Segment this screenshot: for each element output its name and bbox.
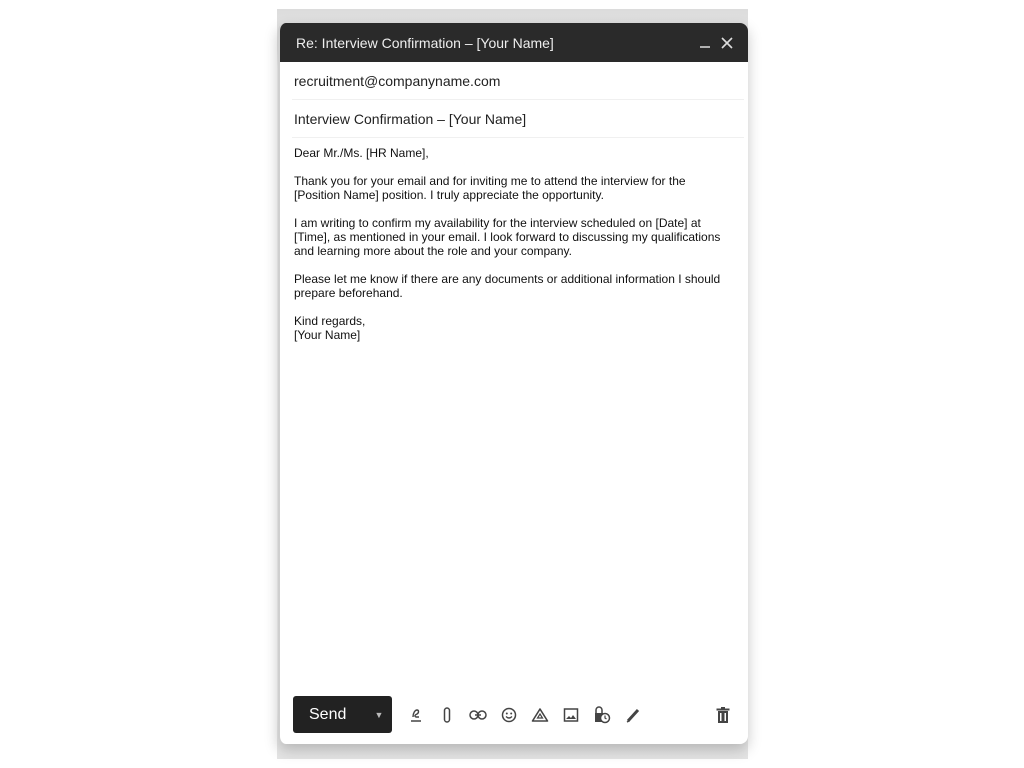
compose-title-bar	[280, 23, 748, 62]
insert-photo-icon[interactable]	[555, 703, 586, 727]
attach-file-icon[interactable]	[431, 703, 462, 727]
drive-icon[interactable]	[524, 703, 555, 727]
discard-draft-trash-icon[interactable]	[707, 703, 738, 727]
formatting-options-icon[interactable]	[400, 703, 431, 727]
to-field[interactable]: recruitment@companyname.com	[292, 62, 744, 100]
body-paragraph: I am writing to confirm my availability for the interview scheduled on [Date] at [Time], as mentioned in your email. I look forward to discussing my qualifications and learning more about the role and your company.	[294, 216, 721, 258]
send-button[interactable]	[293, 696, 392, 733]
insert-link-icon[interactable]	[462, 703, 493, 727]
send-options-chevron-icon[interactable]: ▼	[374, 709, 384, 720]
compose-window	[278, 23, 748, 744]
close-icon[interactable]	[716, 32, 738, 54]
body-signature: [Your Name]	[294, 328, 361, 342]
confidential-mode-icon[interactable]	[586, 703, 617, 727]
minimize-icon[interactable]	[694, 32, 716, 54]
signature-icon[interactable]	[617, 703, 648, 727]
body-closing: Kind regards,	[294, 314, 366, 328]
body-paragraph: Please let me know if there are any documents or additional information I should prepare beforehand.	[294, 272, 721, 300]
emoji-icon[interactable]	[493, 703, 524, 727]
send-label: Send	[309, 705, 347, 723]
message-body[interactable]	[280, 138, 748, 342]
compose-toolbar	[293, 696, 738, 733]
subject-field[interactable]: Interview Confirmation – [Your Name]	[292, 100, 744, 138]
body-paragraph: Thank you for your email and for inviting me to attend the interview for the [Position Name] position. I truly appreciate the opportunity.	[294, 174, 686, 202]
compose-title: Re: Interview Confirmation – [Your Name]	[296, 34, 554, 51]
body-greeting: Dear Mr./Ms. [HR Name],	[294, 146, 429, 160]
